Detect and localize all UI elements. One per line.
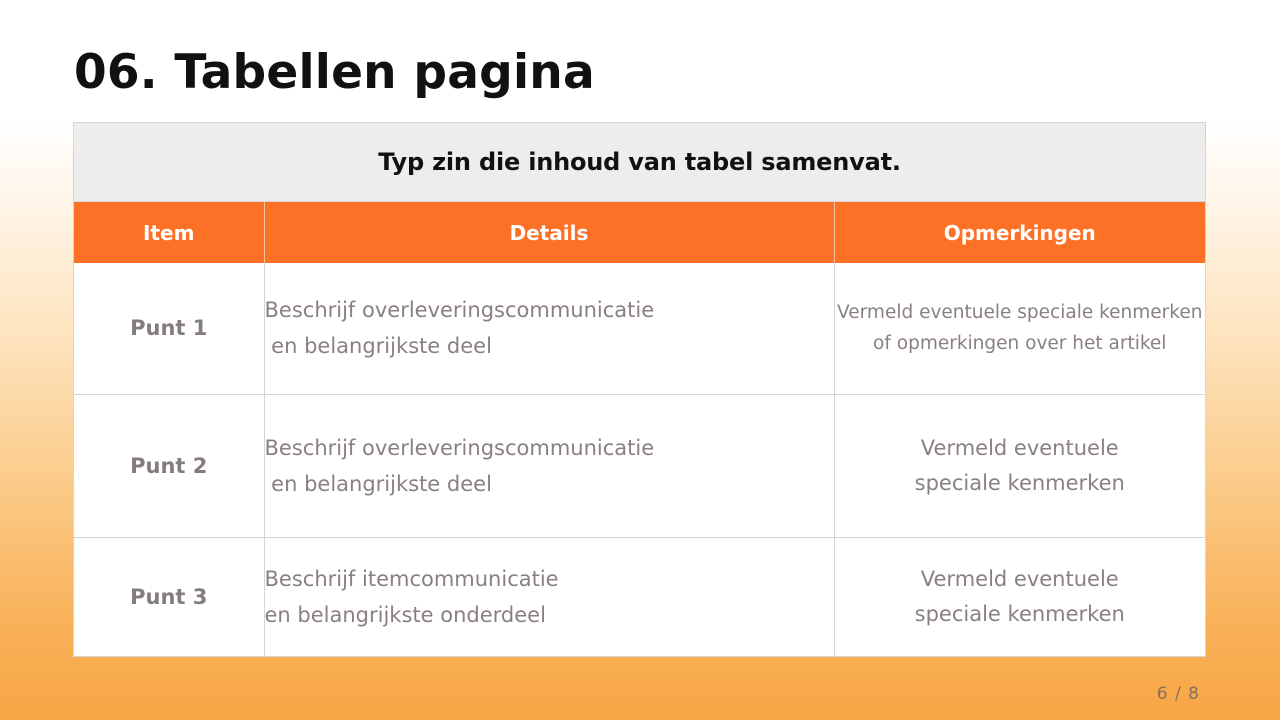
details-line: Beschrijf overleveringscommunicatie — [264, 298, 655, 323]
remarks-line: speciale kenmerken — [914, 470, 1125, 495]
column-header-item: Item — [74, 202, 264, 263]
details-line: Beschrijf overleveringscommunicatie — [264, 435, 655, 460]
item-cell: Punt 2 — [74, 394, 264, 537]
remarks-line: speciale kenmerken — [914, 601, 1125, 626]
details-cell — [264, 394, 834, 537]
remarks-line: of opmerkingen over het artikel — [873, 333, 1167, 355]
remarks-line: Vermeld eventuele — [920, 435, 1119, 460]
details-cell — [264, 263, 834, 394]
page-total: 8 — [1188, 684, 1200, 704]
column-header-remarks: Opmerkingen — [834, 202, 1205, 263]
table-row — [74, 394, 1205, 537]
table-row — [74, 263, 1205, 394]
details-line: en belangrijkste deel — [264, 334, 492, 359]
table-caption: Typ zin die inhoud van tabel samenvat. — [378, 148, 901, 176]
details-cell — [264, 537, 834, 656]
summary-table — [73, 122, 1206, 657]
remarks-cell — [834, 394, 1205, 537]
column-header-details: Details — [264, 202, 834, 263]
details-line: Beschrijf itemcommunicatie — [264, 566, 559, 591]
remarks-cell — [834, 263, 1205, 394]
remarks-line: Vermeld eventuele — [920, 566, 1119, 591]
remarks-line: Vermeld eventuele speciale kenmerken — [837, 302, 1203, 324]
table-header-row — [74, 202, 1205, 263]
table-caption-row — [74, 123, 1205, 202]
details-line: en belangrijkste deel — [264, 471, 492, 496]
remarks-cell — [834, 537, 1205, 656]
data-table — [74, 202, 1205, 656]
page-indicator — [1157, 684, 1200, 704]
details-line: en belangrijkste onderdeel — [264, 602, 546, 627]
item-cell: Punt 3 — [74, 537, 264, 656]
slide-title: 06. Tabellen pagina — [74, 45, 595, 100]
page-separator: / — [1175, 684, 1182, 704]
page-current: 6 — [1156, 684, 1169, 704]
table-row — [74, 537, 1205, 656]
item-cell: Punt 1 — [74, 263, 264, 394]
